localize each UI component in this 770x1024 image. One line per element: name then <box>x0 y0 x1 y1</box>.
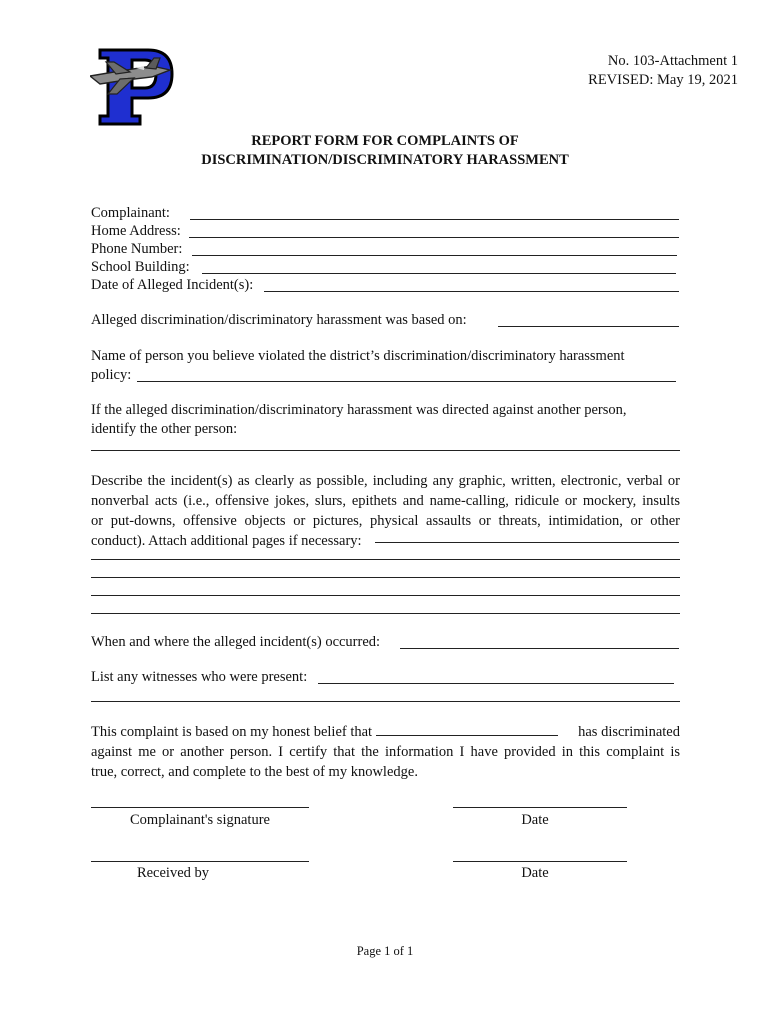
phone-number-field[interactable] <box>192 255 677 256</box>
describe-field-line2[interactable] <box>91 559 680 560</box>
phone-number-label: Phone Number: <box>91 241 183 257</box>
form-title-line1: REPORT FORM FOR COMPLAINTS OF <box>251 133 519 149</box>
policy-number: No. 103-Attachment 1 <box>607 53 738 69</box>
complainant-signature-field[interactable] <box>91 807 309 808</box>
when-where-field[interactable] <box>400 648 679 649</box>
basis-label: Alleged discrimination/discriminatory harassment was based on: <box>91 312 467 328</box>
describe-field-line5[interactable] <box>91 613 680 614</box>
describe-field-line4[interactable] <box>91 595 680 596</box>
received-by-label: Received by <box>136 865 210 881</box>
received-date-field[interactable] <box>453 861 627 862</box>
describe-prompt <box>91 471 680 551</box>
witnesses-label: List any witnesses who were present: <box>91 669 308 685</box>
violator-prompt-line1: Name of person you believe violated the district’s discrimination/discriminatory harassment <box>91 348 625 364</box>
witnesses-field-line1[interactable] <box>318 683 674 684</box>
home-address-label: Home Address: <box>91 223 181 239</box>
accused-name-field[interactable] <box>376 734 558 736</box>
belief-pre: This complaint is based on my honest belief that <box>91 724 373 740</box>
policy-header <box>588 52 738 90</box>
witnesses-field-line2[interactable] <box>91 701 680 702</box>
date-of-incident-field[interactable] <box>264 291 679 292</box>
other-person-prompt-line1: If the alleged discrimination/discriminatory harassment was directed against another person, <box>91 402 627 418</box>
form-title <box>0 132 770 170</box>
revised-date: REVISED: May 19, 2021 <box>588 72 738 88</box>
describe-line1: Describe the incident(s) as clearly as possible, including any graphic, written, electronic, verbal or <box>91 473 680 489</box>
home-address-field[interactable] <box>189 237 679 238</box>
belief-line3: true, correct, and complete to the best of my knowledge. <box>91 764 418 780</box>
form-title-line2: DISCRIMINATION/DISCRIMINATORY HARASSMENT <box>201 152 569 168</box>
belief-line1 <box>91 722 680 742</box>
describe-field-line3[interactable] <box>91 577 680 578</box>
describe-line2: nonverbal acts (i.e., offensive jokes, slurs, epithets and name-calling, ridicule or mockery, insults <box>91 493 680 509</box>
basis-field[interactable] <box>498 326 679 327</box>
school-building-label: School Building: <box>91 259 190 275</box>
describe-field-line1[interactable] <box>375 542 679 543</box>
school-building-field[interactable] <box>202 273 676 274</box>
violator-prompt-line2: policy: <box>91 367 132 383</box>
describe-line4: conduct). Attach additional pages if necessary: <box>91 533 362 549</box>
violator-field[interactable] <box>137 381 676 382</box>
received-date-label: Date <box>521 865 549 881</box>
when-where-label: When and where the alleged incident(s) occurred: <box>91 634 381 650</box>
complainant-date-label: Date <box>521 812 549 828</box>
complainant-label: Complainant: <box>91 205 170 221</box>
belief-line2: against me or another person. I certify that the information I have provided in this complaint is <box>91 744 680 760</box>
other-person-prompt-line2: identify the other person: <box>91 421 238 437</box>
describe-line3: or put-downs, offensive objects or pictures, physical assaults or threats, intimidation, or other <box>91 513 680 529</box>
complainant-field[interactable] <box>190 219 679 220</box>
complainant-date-field[interactable] <box>453 807 627 808</box>
received-by-field[interactable] <box>91 861 309 862</box>
belief-post: has discriminated <box>578 724 680 740</box>
page-number: Page 1 of 1 <box>356 944 414 958</box>
complainant-signature-label: Complainant's signature <box>130 812 270 828</box>
other-person-field[interactable] <box>91 450 680 451</box>
school-logo-p-with-jet-icon <box>90 44 176 128</box>
date-of-incident-label: Date of Alleged Incident(s): <box>91 277 254 293</box>
belief-statement <box>91 722 680 782</box>
